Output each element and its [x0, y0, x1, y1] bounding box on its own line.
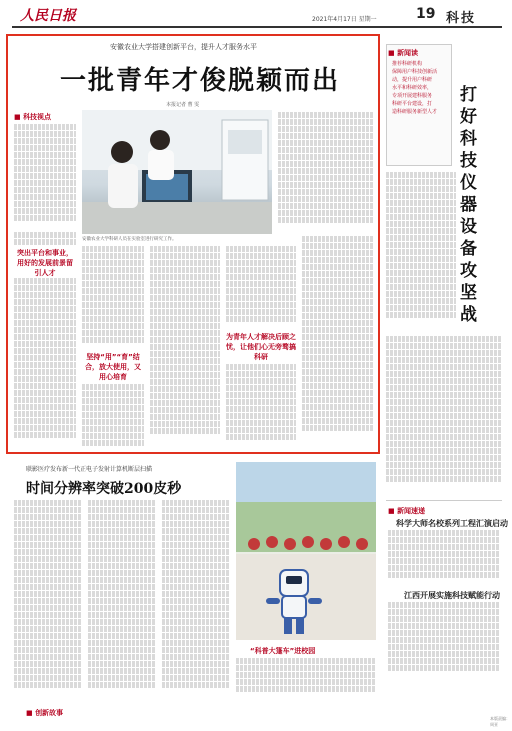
subhead-3: 为青年人才解决后顾之忧，让他们心无旁骛搞科研	[226, 333, 296, 361]
photo-story-text	[236, 658, 376, 694]
news-brief-text	[388, 602, 500, 678]
photo-caption: 安徽农业大学科研人员在实验室进行研究工作。	[82, 237, 177, 242]
article-text-column	[150, 246, 220, 448]
news-read-item[interactable]: 保障用户科技创新活	[392, 69, 438, 75]
lower-story-headline[interactable]: 时间分辨率突破200皮秒	[26, 481, 182, 497]
article-text-column	[14, 124, 76, 228]
issue-date: 2021年4月17日 星期一	[312, 16, 377, 23]
article-text-column	[302, 236, 374, 448]
article-text-column	[82, 384, 144, 448]
lower-story-text-column	[162, 500, 230, 700]
newspaper-logo: 人民日报	[20, 8, 76, 24]
lower-story-kicker: 联影医疗发布新一代正电子发射计算机断层扫描	[26, 466, 153, 473]
page-number: 19	[416, 6, 436, 22]
commentary-headline[interactable]: 打好科技仪器设备攻坚战	[460, 85, 477, 325]
article-text-column	[14, 278, 76, 448]
feature-byline: 本报记者 曹 雯	[166, 102, 200, 108]
news-read-label: ■ 新闻读	[388, 48, 418, 58]
news-brief-label: ■ 新闻速递	[388, 506, 425, 516]
page-name: 科技	[446, 11, 477, 26]
feature-headline[interactable]: 一批青年才俊脱颖而出	[60, 66, 341, 96]
lab-scene-illustration	[82, 110, 272, 234]
news-brief-headline-2[interactable]: 江西开展实施科技赋能行动	[404, 591, 500, 600]
news-read-item[interactable]: 科研平台建设，打	[392, 101, 433, 107]
news-read-item[interactable]: 造科研服务新型人才	[392, 109, 438, 115]
innovation-story-label: ■ 创新故事	[26, 708, 63, 718]
article-text-column	[226, 246, 296, 330]
article-text-column	[82, 246, 144, 350]
commentary-text-column	[386, 336, 502, 496]
news-read-item[interactable]: 专项开展建科服务	[392, 93, 433, 99]
news-read-list	[392, 60, 448, 116]
article-text-column	[278, 112, 374, 230]
article-text-column	[14, 232, 76, 246]
news-brief-headline-1[interactable]: 科学大师名校系列工程汇演启动	[396, 519, 508, 528]
feature-kicker: 安徽农业大学搭建创新平台，提升人才服务水平	[110, 43, 257, 51]
robot-scene-illustration	[236, 462, 376, 640]
editor-credit: 本版责编：周亚	[490, 716, 510, 727]
news-read-item[interactable]: 水平和科研效率，	[392, 85, 433, 91]
robot-photo	[236, 462, 376, 640]
news-read-item[interactable]: 推荐科研机构	[392, 61, 423, 67]
lower-story-text-column	[14, 500, 82, 700]
robot-photo-caption: “科普大篷车”进校园	[250, 647, 316, 655]
subhead-1: 突出平台和事业，用好的发展前景留引人才	[17, 249, 73, 277]
news-brief-text	[388, 530, 500, 582]
lab-photo	[82, 110, 272, 234]
lower-story-text-column	[88, 500, 156, 700]
subhead-2: 坚持“用”“育”结合，放大使用，又用心培育	[85, 353, 141, 381]
masthead	[12, 6, 502, 28]
section-label-keji-shidian: ■ 科技视点	[14, 112, 51, 122]
news-read-item[interactable]: 动，提升用户科研	[392, 77, 433, 83]
article-text-column	[226, 364, 296, 448]
commentary-text-column	[386, 172, 456, 332]
divider	[386, 500, 502, 501]
